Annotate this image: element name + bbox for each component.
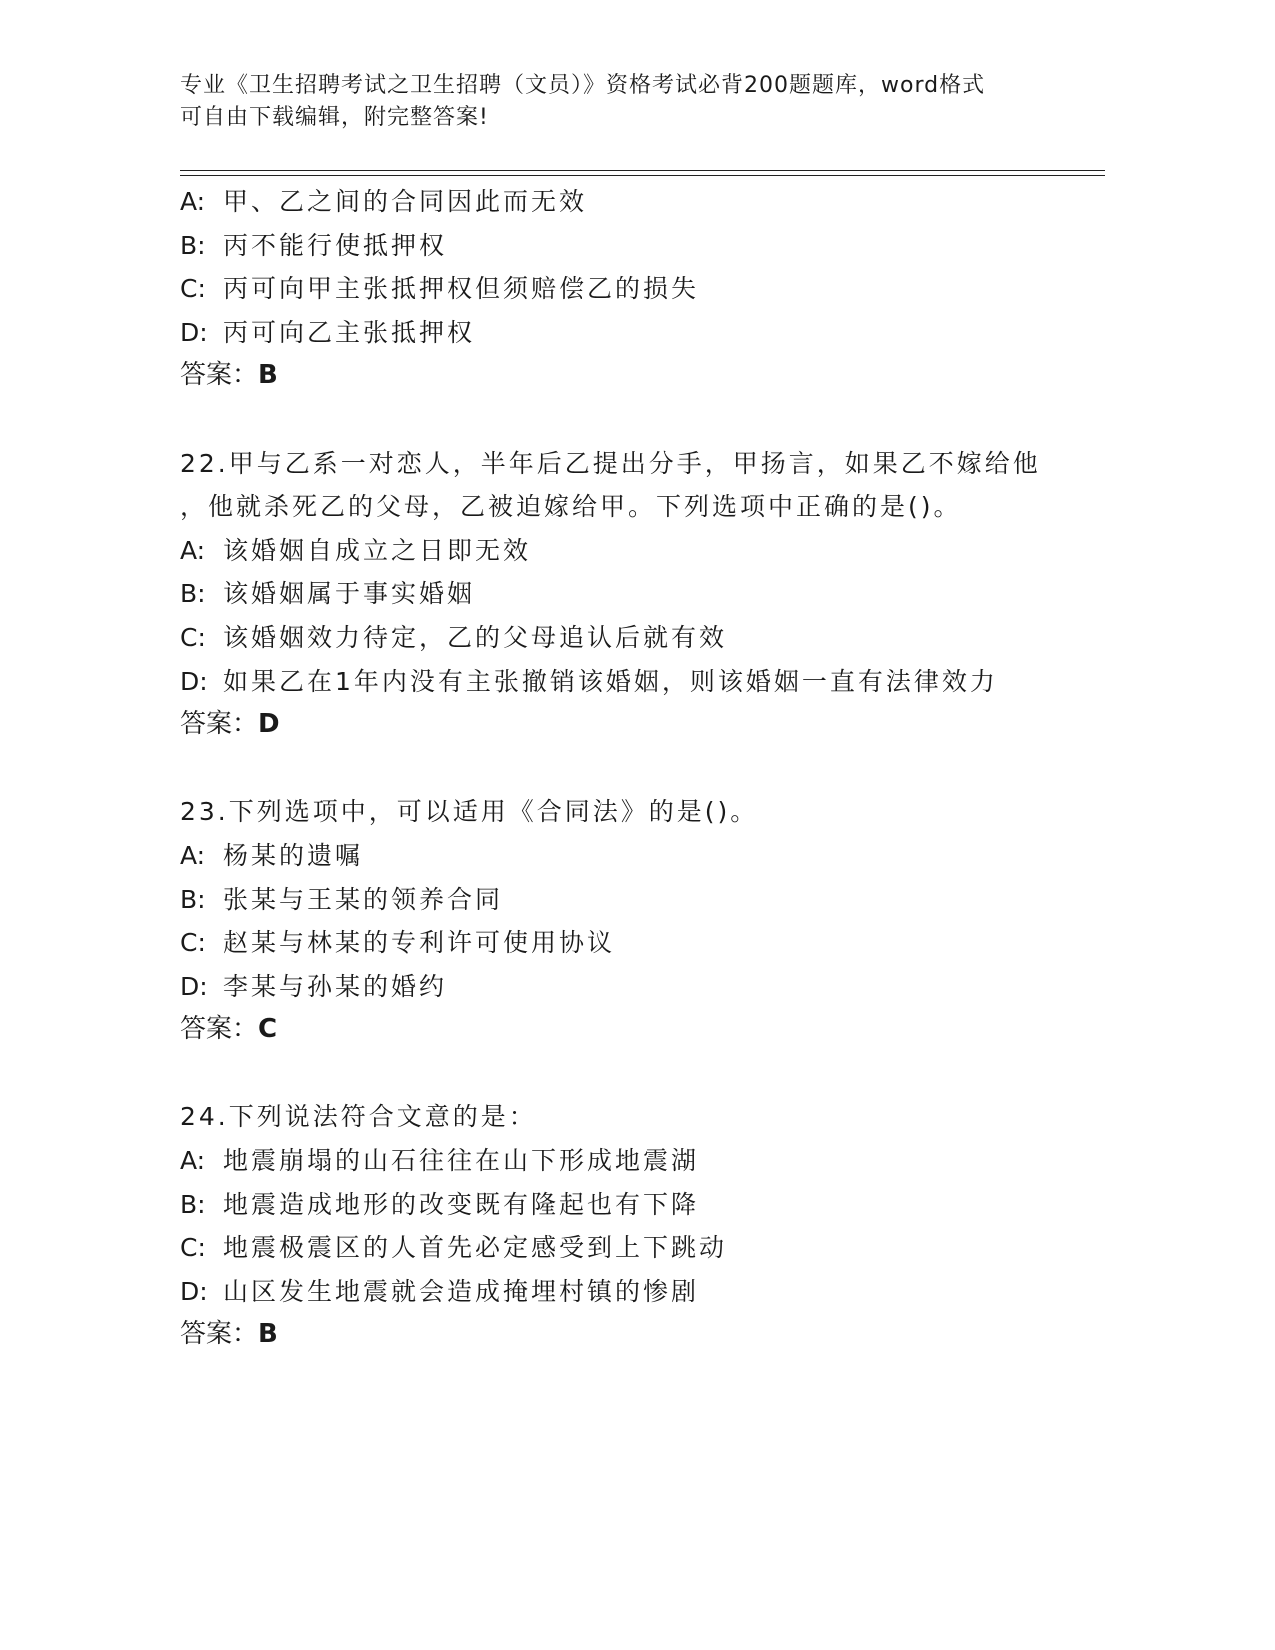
option-a <box>180 1139 1120 1183</box>
answer-value: B <box>258 1319 278 1350</box>
option-d <box>180 311 1120 355</box>
option-text: 张某与王某的领养合同 <box>223 884 504 914</box>
option-b <box>180 878 1120 922</box>
question-23 <box>180 790 1120 1052</box>
option-text: 丙可向甲主张抵押权但须赔偿乙的损失 <box>223 274 700 304</box>
option-text: 李某与孙某的婚约 <box>223 971 448 1001</box>
option-text: 如果乙在1年内没有主张撤销该婚姻，则该婚姻一直有法律效力 <box>223 666 998 696</box>
option-label: C: <box>180 1233 206 1263</box>
answer <box>180 354 1120 398</box>
option-d <box>180 660 1120 704</box>
option-label: D: <box>180 971 208 1001</box>
answer-label: 答案： <box>180 360 259 391</box>
option-c <box>180 267 1120 311</box>
option-text: 地震崩塌的山石往往在山下形成地震湖 <box>223 1146 700 1176</box>
option-text: 该婚姻效力待定，乙的父母追认后就有效 <box>223 622 728 652</box>
spacer <box>180 1052 1120 1096</box>
answer <box>180 703 1120 747</box>
question-stem: 22.甲与乙系一对恋人，半年后乙提出分手，甲扬言，如果乙不嫁给他 <box>180 448 1041 478</box>
header-line-1: 专业《卫生招聘考试之卫生招聘（文员）》资格考试必背200题题库，word格式 <box>180 73 986 98</box>
option-text: 山区发生地震就会造成掩埋村镇的惨剧 <box>223 1276 700 1306</box>
option-text: 地震造成地形的改变既有隆起也有下降 <box>223 1189 700 1219</box>
option-b <box>180 224 1120 268</box>
question-stem: ，他就杀死乙的父母，乙被迫嫁给甲。下列选项中正确的是()。 <box>180 492 962 522</box>
option-text: 该婚姻自成立之日即无效 <box>223 535 532 565</box>
header-divider-top <box>180 170 1105 171</box>
option-label: A: <box>180 840 206 870</box>
header-line-2: 可自由下载编辑，附完整答案! <box>180 105 489 130</box>
option-b <box>180 572 1120 616</box>
answer-value: B <box>258 360 278 391</box>
answer-value: C <box>258 1014 278 1045</box>
question-stem: 23.下列选项中，可以适用《合同法》的是()。 <box>180 797 759 827</box>
option-text: 地震极震区的人首先必定感受到上下跳动 <box>223 1233 728 1263</box>
option-text: 丙不能行使抵押权 <box>223 230 448 260</box>
answer-value: D <box>258 709 280 740</box>
option-label: D: <box>180 1276 208 1306</box>
option-a <box>180 529 1120 573</box>
option-label: B: <box>180 884 206 914</box>
option-d <box>180 965 1120 1009</box>
option-a <box>180 180 1120 224</box>
option-label: C: <box>180 622 206 652</box>
option-label: C: <box>180 274 206 304</box>
option-text: 丙可向乙主张抵押权 <box>223 317 476 347</box>
option-label: C: <box>180 928 206 958</box>
option-label: D: <box>180 666 208 696</box>
option-label: A: <box>180 1146 206 1176</box>
option-label: A: <box>180 187 206 216</box>
answer <box>180 1313 1120 1357</box>
option-c <box>180 1226 1120 1270</box>
document-header <box>180 70 1080 134</box>
option-text: 该婚姻属于事实婚姻 <box>223 579 476 609</box>
question-21 <box>180 180 1120 398</box>
option-text: 甲、乙之间的合同因此而无效 <box>223 187 588 216</box>
option-c <box>180 921 1120 965</box>
question-stem: 24.下列说法符合文意的是： <box>180 1102 537 1132</box>
option-label: B: <box>180 579 206 609</box>
option-b <box>180 1183 1120 1227</box>
answer-label: 答案： <box>180 709 259 740</box>
answer <box>180 1008 1120 1052</box>
option-text: 赵某与林某的专利许可使用协议 <box>223 928 616 958</box>
option-text: 杨某的遗嘱 <box>223 840 364 870</box>
question-24 <box>180 1095 1120 1357</box>
option-c <box>180 616 1120 660</box>
question-22 <box>180 442 1120 747</box>
answer-label: 答案： <box>180 1014 259 1045</box>
option-a <box>180 834 1120 878</box>
header-divider-bottom <box>180 175 1105 176</box>
option-d <box>180 1270 1120 1314</box>
option-label: B: <box>180 230 206 260</box>
answer-label: 答案： <box>180 1319 259 1350</box>
option-label: B: <box>180 1189 206 1219</box>
question-list <box>180 180 1120 1357</box>
option-label: D: <box>180 317 208 347</box>
spacer <box>180 398 1120 442</box>
spacer <box>180 747 1120 791</box>
option-label: A: <box>180 535 206 565</box>
